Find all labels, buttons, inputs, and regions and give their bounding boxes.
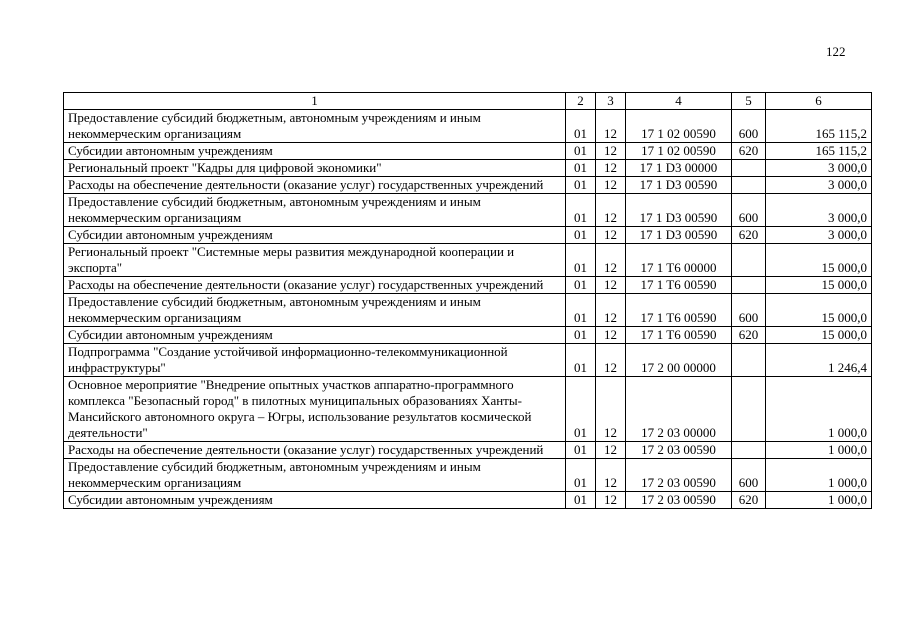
row-expense-type [732,244,766,277]
row-subsection: 12 [596,227,626,244]
row-subsection: 12 [596,377,626,442]
row-subsection: 12 [596,459,626,492]
row-expense-type: 620 [732,227,766,244]
row-expense-type [732,377,766,442]
row-subsection: 12 [596,177,626,194]
row-amount: 15 000,0 [766,327,872,344]
row-target-article: 17 2 03 00590 [626,492,732,509]
table-row [64,194,872,227]
row-amount: 1 000,0 [766,377,872,442]
row-subsection: 12 [596,143,626,160]
row-expense-type [732,344,766,377]
row-subsection: 12 [596,277,626,294]
row-amount: 1 000,0 [766,442,872,459]
row-name: Региональный проект "Системные меры развития международной кооперации и экспорта" [64,244,566,277]
row-target-article: 17 2 03 00590 [626,442,732,459]
row-name: Субсидии автономным учреждениям [64,492,566,509]
row-amount: 15 000,0 [766,244,872,277]
row-section: 01 [566,194,596,227]
row-name: Региональный проект "Кадры для цифровой экономики" [64,160,566,177]
row-expense-type: 600 [732,194,766,227]
row-section: 01 [566,227,596,244]
row-subsection: 12 [596,160,626,177]
table-row [64,492,872,509]
row-expense-type [732,177,766,194]
row-target-article: 17 2 03 00000 [626,377,732,442]
row-name: Расходы на обеспечение деятельности (оказание услуг) государственных учреждений [64,277,566,294]
row-target-article: 17 1 D3 00000 [626,160,732,177]
row-section: 01 [566,442,596,459]
row-section: 01 [566,492,596,509]
table-row [64,344,872,377]
page-number: 122 [826,44,846,59]
table-row [64,327,872,344]
row-subsection: 12 [596,492,626,509]
row-amount: 165 115,2 [766,110,872,143]
row-amount: 1 000,0 [766,492,872,509]
row-amount: 3 000,0 [766,177,872,194]
row-amount: 15 000,0 [766,277,872,294]
row-section: 01 [566,110,596,143]
row-subsection: 12 [596,344,626,377]
row-expense-type [732,160,766,177]
row-target-article: 17 2 00 00000 [626,344,732,377]
table-row [64,459,872,492]
row-section: 01 [566,160,596,177]
table-row [64,227,872,244]
table-row [64,244,872,277]
row-expense-type: 600 [732,459,766,492]
header-cell-5: 5 [732,93,766,110]
budget-table [63,92,872,509]
row-target-article: 17 1 D3 00590 [626,194,732,227]
row-subsection: 12 [596,244,626,277]
table-row [64,277,872,294]
table-row [64,442,872,459]
table-row [64,143,872,160]
row-section: 01 [566,294,596,327]
row-section: 01 [566,344,596,377]
row-section: 01 [566,143,596,160]
row-target-article: 17 1 T6 00590 [626,277,732,294]
row-expense-type [732,442,766,459]
row-expense-type: 620 [732,143,766,160]
row-section: 01 [566,377,596,442]
header-cell-4: 4 [626,93,732,110]
row-target-article: 17 2 03 00590 [626,459,732,492]
row-amount: 3 000,0 [766,194,872,227]
table-row [64,110,872,143]
row-expense-type: 620 [732,492,766,509]
row-expense-type [732,277,766,294]
row-name: Расходы на обеспечение деятельности (оказание услуг) государственных учреждений [64,177,566,194]
table-row [64,177,872,194]
row-expense-type: 600 [732,110,766,143]
row-amount: 3 000,0 [766,160,872,177]
row-name: Субсидии автономным учреждениям [64,143,566,160]
row-name: Основное мероприятие "Внедрение опытных участков аппаратно-программного комплекса "Безопасный город" в пилотных муниципальных образованиях Ханты-Мансийского автономного округа – Югры, использование результатов космической деятельности" [64,377,566,442]
row-target-article: 17 1 T6 00000 [626,244,732,277]
row-name: Расходы на обеспечение деятельности (оказание услуг) государственных учреждений [64,442,566,459]
row-section: 01 [566,327,596,344]
header-cell-3: 3 [596,93,626,110]
row-target-article: 17 1 02 00590 [626,143,732,160]
row-target-article: 17 1 D3 00590 [626,177,732,194]
table-row [64,377,872,442]
header-row [64,93,872,110]
row-section: 01 [566,459,596,492]
table-row [64,160,872,177]
row-target-article: 17 1 T6 00590 [626,294,732,327]
row-amount: 1 246,4 [766,344,872,377]
row-target-article: 17 1 T6 00590 [626,327,732,344]
row-expense-type: 600 [732,294,766,327]
row-amount: 165 115,2 [766,143,872,160]
row-section: 01 [566,244,596,277]
row-subsection: 12 [596,294,626,327]
row-amount: 1 000,0 [766,459,872,492]
row-name: Предоставление субсидий бюджетным, автономным учреждениям и иным некоммерческим организациям [64,459,566,492]
row-target-article: 17 1 02 00590 [626,110,732,143]
row-name: Субсидии автономным учреждениям [64,227,566,244]
row-subsection: 12 [596,194,626,227]
row-target-article: 17 1 D3 00590 [626,227,732,244]
row-name: Предоставление субсидий бюджетным, автономным учреждениям и иным некоммерческим организациям [64,194,566,227]
row-expense-type: 620 [732,327,766,344]
row-subsection: 12 [596,110,626,143]
row-subsection: 12 [596,442,626,459]
row-amount: 3 000,0 [766,227,872,244]
header-cell-2: 2 [566,93,596,110]
row-section: 01 [566,177,596,194]
row-section: 01 [566,277,596,294]
row-name: Предоставление субсидий бюджетным, автономным учреждениям и иным некоммерческим организациям [64,294,566,327]
row-name: Субсидии автономным учреждениям [64,327,566,344]
row-name: Предоставление субсидий бюджетным, автономным учреждениям и иным некоммерческим организациям [64,110,566,143]
table-row [64,294,872,327]
row-name: Подпрограмма "Создание устойчивой информационно-телекоммуникационной инфраструктуры" [64,344,566,377]
row-subsection: 12 [596,327,626,344]
header-cell-6: 6 [766,93,872,110]
header-cell-1: 1 [64,93,566,110]
row-amount: 15 000,0 [766,294,872,327]
